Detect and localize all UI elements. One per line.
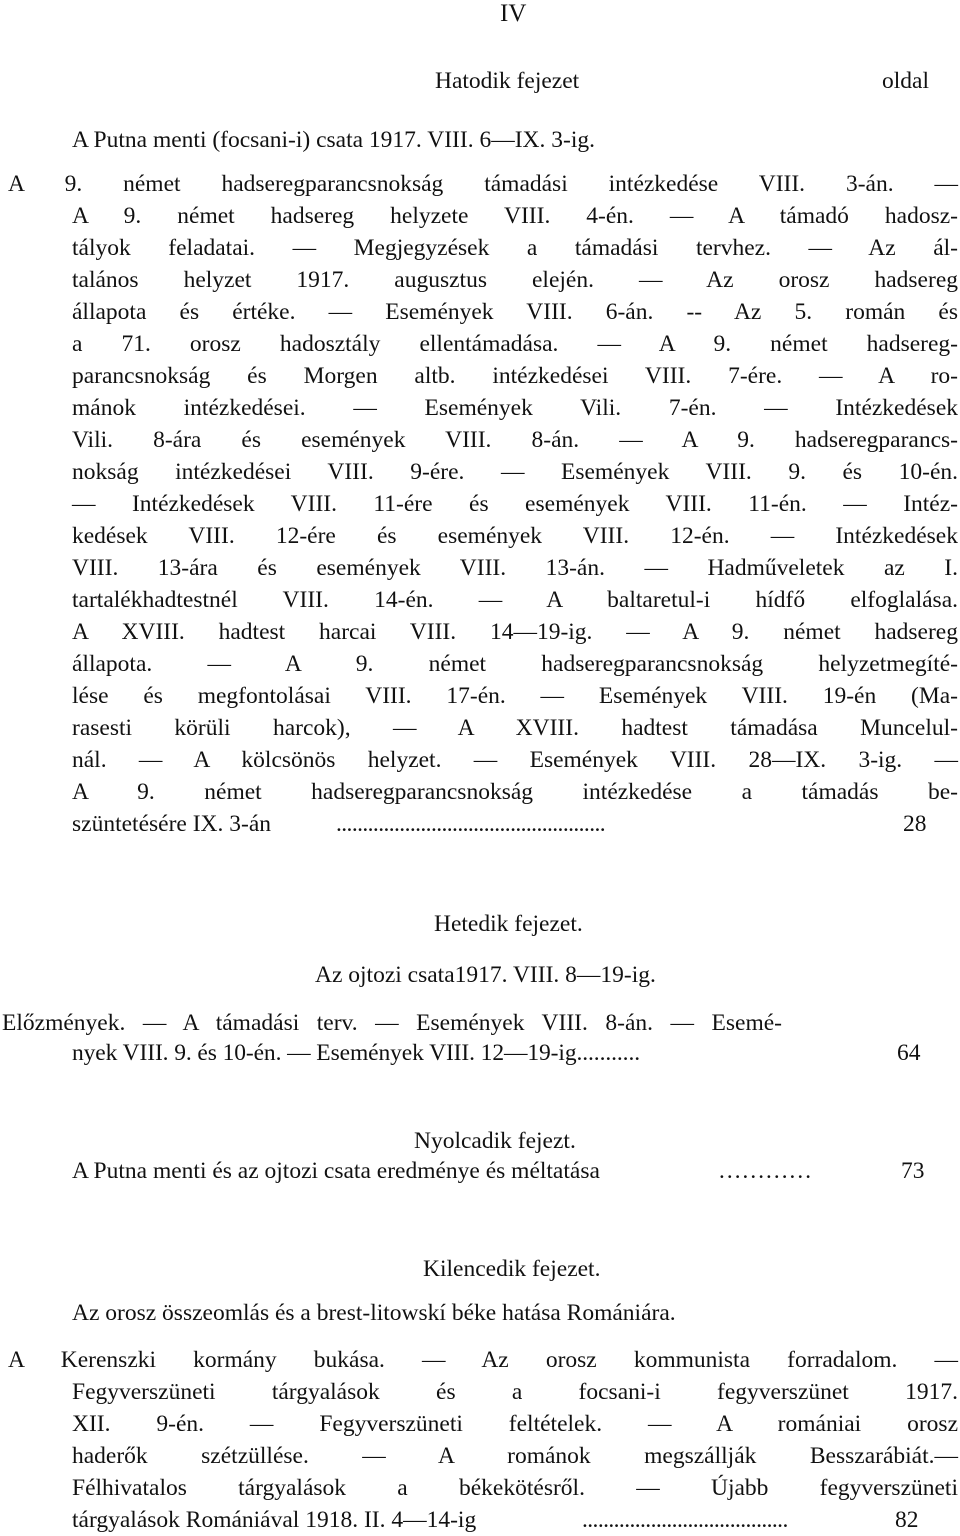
toc-line: mánok intézkedései. — Események Vili. 7-én. — Intézkedések <box>72 395 958 421</box>
toc-line: nál. — A kölcsönös helyzet. — Események VIII. 28—IX. 3-ig. — <box>72 747 958 773</box>
toc-line: A 9. német hadseregparancsnokság támadási intézkedése VIII. 3-án. — <box>8 171 958 197</box>
chapter-8-heading: Nyolcadik fejezt. <box>414 1128 576 1154</box>
toc-line: A 9. német hadseregparancsnokság intézkedése a támadás be- <box>72 779 958 805</box>
dot-leader: ....................................... <box>582 1507 788 1533</box>
dot-leader: ………… <box>718 1158 812 1184</box>
toc-line: tartalékhadtestnél VIII. 14-én. — A baltaretul-i hídfő elfoglalása. <box>72 587 958 613</box>
toc-line: állapota és értéke. — Események VIII. 6-án. -- Az 5. román és <box>72 299 958 325</box>
toc-line: tályok feladatai. — Megjegyzések a támadási tervhez. — Az ál- <box>72 235 958 261</box>
toc-line: Fegyverszüneti tárgyalások és a focsani-i fegyverszünet 1917. <box>72 1379 958 1405</box>
toc-line: VIII. 13-ára és események VIII. 13-án. — Hadműveletek az I. <box>72 555 958 581</box>
chapter-9-title: Az orosz összeomlás és a brest-litowskí béke hatása Romániára. <box>72 1300 676 1326</box>
toc-last-line: szüntetésére IX. 3-án <box>72 811 272 837</box>
page-reference: 73 <box>901 1158 925 1184</box>
toc-last-line: nyek VIII. 9. és 10-én. — Események VIII. 12—19-ig........... <box>72 1040 641 1066</box>
toc-line: kedések VIII. 12-ére és események VIII. 12-én. — Intézkedések <box>72 523 958 549</box>
toc-line: XII. 9-én. — Fegyverszüneti feltételek. — A romániai orosz <box>72 1411 958 1437</box>
toc-line: Előzmények. — A támadási terv. — Események VIII. 8-án. — Esemé- <box>2 1010 782 1036</box>
toc-line: Félhivatalos tárgyalások a békekötésről. — Újabb fegyverszüneti <box>72 1475 958 1501</box>
page-reference: 64 <box>897 1040 921 1066</box>
toc-line: A 9. német hadsereg helyzete VIII. 4-én. — A támadó hadosz- <box>72 203 958 229</box>
page-reference: 28 <box>903 811 927 837</box>
page-number: IV <box>500 0 527 27</box>
dot-leader: ................................................... <box>336 811 606 837</box>
chapter-6-title: A Putna menti (focsani-i) csata 1917. VIII. 6—IX. 3-ig. <box>72 127 595 153</box>
toc-line: — Intézkedések VIII. 11-ére és események VIII. 11-én. — Intéz- <box>72 491 958 517</box>
page-reference: 82 <box>895 1507 919 1533</box>
toc-line: nokság intézkedései VIII. 9-ére. — Események VIII. 9. és 10-én. <box>72 459 958 485</box>
toc-line: lése és megfontolásai VIII. 17-én. — Események VIII. 19-én (Ma- <box>72 683 958 709</box>
chapter-7-title: Az ojtozi csata1917. VIII. 8—19-ig. <box>315 962 656 988</box>
chapter-9-heading: Kilencedik fejezet. <box>423 1256 601 1282</box>
toc-last-line: A Putna menti és az ojtozi csata eredménye és méltatása <box>72 1158 600 1184</box>
toc-line: talános helyzet 1917. augusztus elején. — Az orosz hadsereg <box>72 267 958 293</box>
toc-line: rasesti körüli harcok), — A XVIII. hadtest támadása Muncelul- <box>72 715 958 741</box>
toc-line: A XVIII. hadtest harcai VIII. 14—19-ig. — A 9. német hadsereg <box>72 619 958 645</box>
toc-last-line: tárgyalások Romániával 1918. II. 4—14-ig <box>72 1507 477 1533</box>
chapter-7-heading: Hetedik fejezet. <box>434 911 583 937</box>
page-column-label: oldal <box>882 68 929 94</box>
toc-line: parancsnokság és Morgen altb. intézkedései VIII. 7-ére. — A ro- <box>72 363 958 389</box>
toc-line: állapota. — A 9. német hadseregparancsnokság helyzetmegíté- <box>72 651 958 677</box>
chapter-6-heading: Hatodik fejezet <box>435 68 580 94</box>
toc-line: A Kerenszki kormány bukása. — Az orosz kommunista forradalom. — <box>8 1347 958 1373</box>
toc-line: haderők szétzüllése. — A románok megszállják Besszarábiát.— <box>72 1443 958 1469</box>
toc-line: a 71. orosz hadosztály ellentámadása. — A 9. német hadsereg- <box>72 331 958 357</box>
toc-line: Vili. 8-ára és események VIII. 8-án. — A 9. hadseregparancs- <box>72 427 958 453</box>
